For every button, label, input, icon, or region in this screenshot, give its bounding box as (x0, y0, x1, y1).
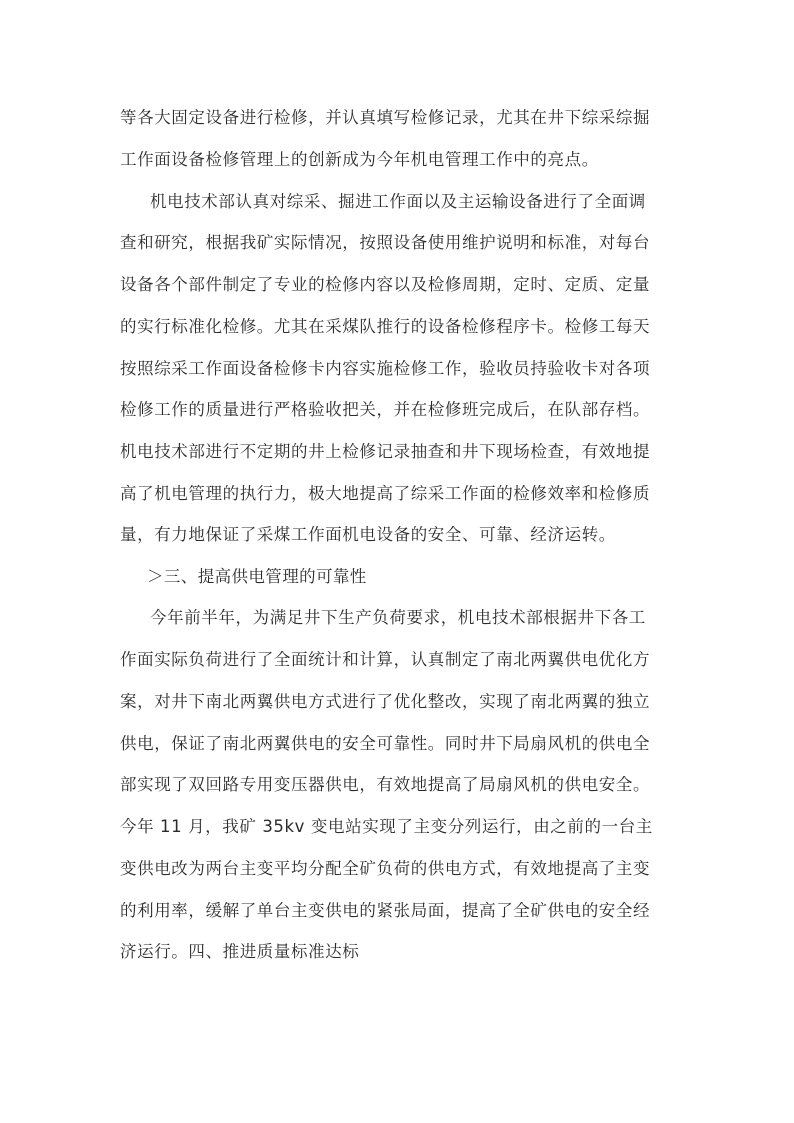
paragraph-3-line-5: 部实现了双回路专用变压器供电，有效地提高了局扇风机的供电安全。 (120, 775, 651, 794)
paragraph-2-line-1: 机电技术部认真对综采、掘进工作面以及主运输设备进行了全面调 (150, 192, 646, 211)
paragraph-2-line-9: 量，有力地保证了采煤工作面机电设备的安全、可靠、经济运转。 (120, 525, 616, 544)
paragraph-2-line-5: 按照综采工作面设备检修卡内容实施检修工作，验收员持验收卡对各项 (120, 359, 651, 378)
paragraph-3-line-9: 济运行。四、推进质量标准达标 (120, 942, 360, 961)
paragraph-3-line-6: 今年 11 月，我矿 35kv 变电站实现了主变分列运行，由之前的一台主 (120, 817, 653, 836)
paragraph-2-line-7: 机电技术部进行不定期的井上检修记录抽查和井下现场检查，有效地提 (120, 442, 651, 461)
paragraph-2-line-8: 高了机电管理的执行力，极大地提高了综采工作面的检修效率和检修质 (120, 484, 651, 503)
paragraph-1-line-1: 等各大固定设备进行检修，并认真填写检修记录，尤其在井下综采综掘 (120, 108, 651, 127)
paragraph-2-line-3: 设备各个部件制定了专业的检修内容以及检修周期，定时、定质、定量 (120, 275, 651, 294)
paragraph-3-line-8: 的利用率，缓解了单台主变供电的紧张局面，提高了全矿供电的安全经 (120, 901, 651, 920)
paragraph-2-line-2: 查和研究，根据我矿实际情况，按照设备使用维护说明和标准，对每台 (120, 233, 651, 252)
paragraph-2-line-4: 的实行标准化检修。尤其在采煤队推行的设备检修程序卡。检修工每天 (120, 317, 651, 336)
paragraph-3-line-7: 变供电改为两台主变平均分配全矿负荷的供电方式，有效地提高了主变 (120, 859, 651, 878)
paragraph-1-line-2: 工作面设备检修管理上的创新成为今年机电管理工作中的亮点。 (120, 150, 599, 169)
paragraph-3-line-4: 供电，保证了南北两翼供电的安全可靠性。同时井下局扇风机的供电全 (120, 734, 651, 753)
paragraph-2-line-6: 检修工作的质量进行严格验收把关，并在检修班完成后，在队部存档。 (120, 400, 651, 419)
paragraph-3-line-3: 案，对井下南北两翼供电方式进行了优化整改，实现了南北两翼的独立 (120, 692, 651, 711)
paragraph-3-line-1: 今年前半年，为满足井下生产负荷要求，机电技术部根据井下各工 (150, 608, 646, 627)
section-heading-3: ＞三、提高供电管理的可靠性 (147, 567, 367, 586)
paragraph-3-line-2: 作面实际负荷进行了全面统计和计算，认真制定了南北两翼供电优化方 (120, 650, 651, 669)
